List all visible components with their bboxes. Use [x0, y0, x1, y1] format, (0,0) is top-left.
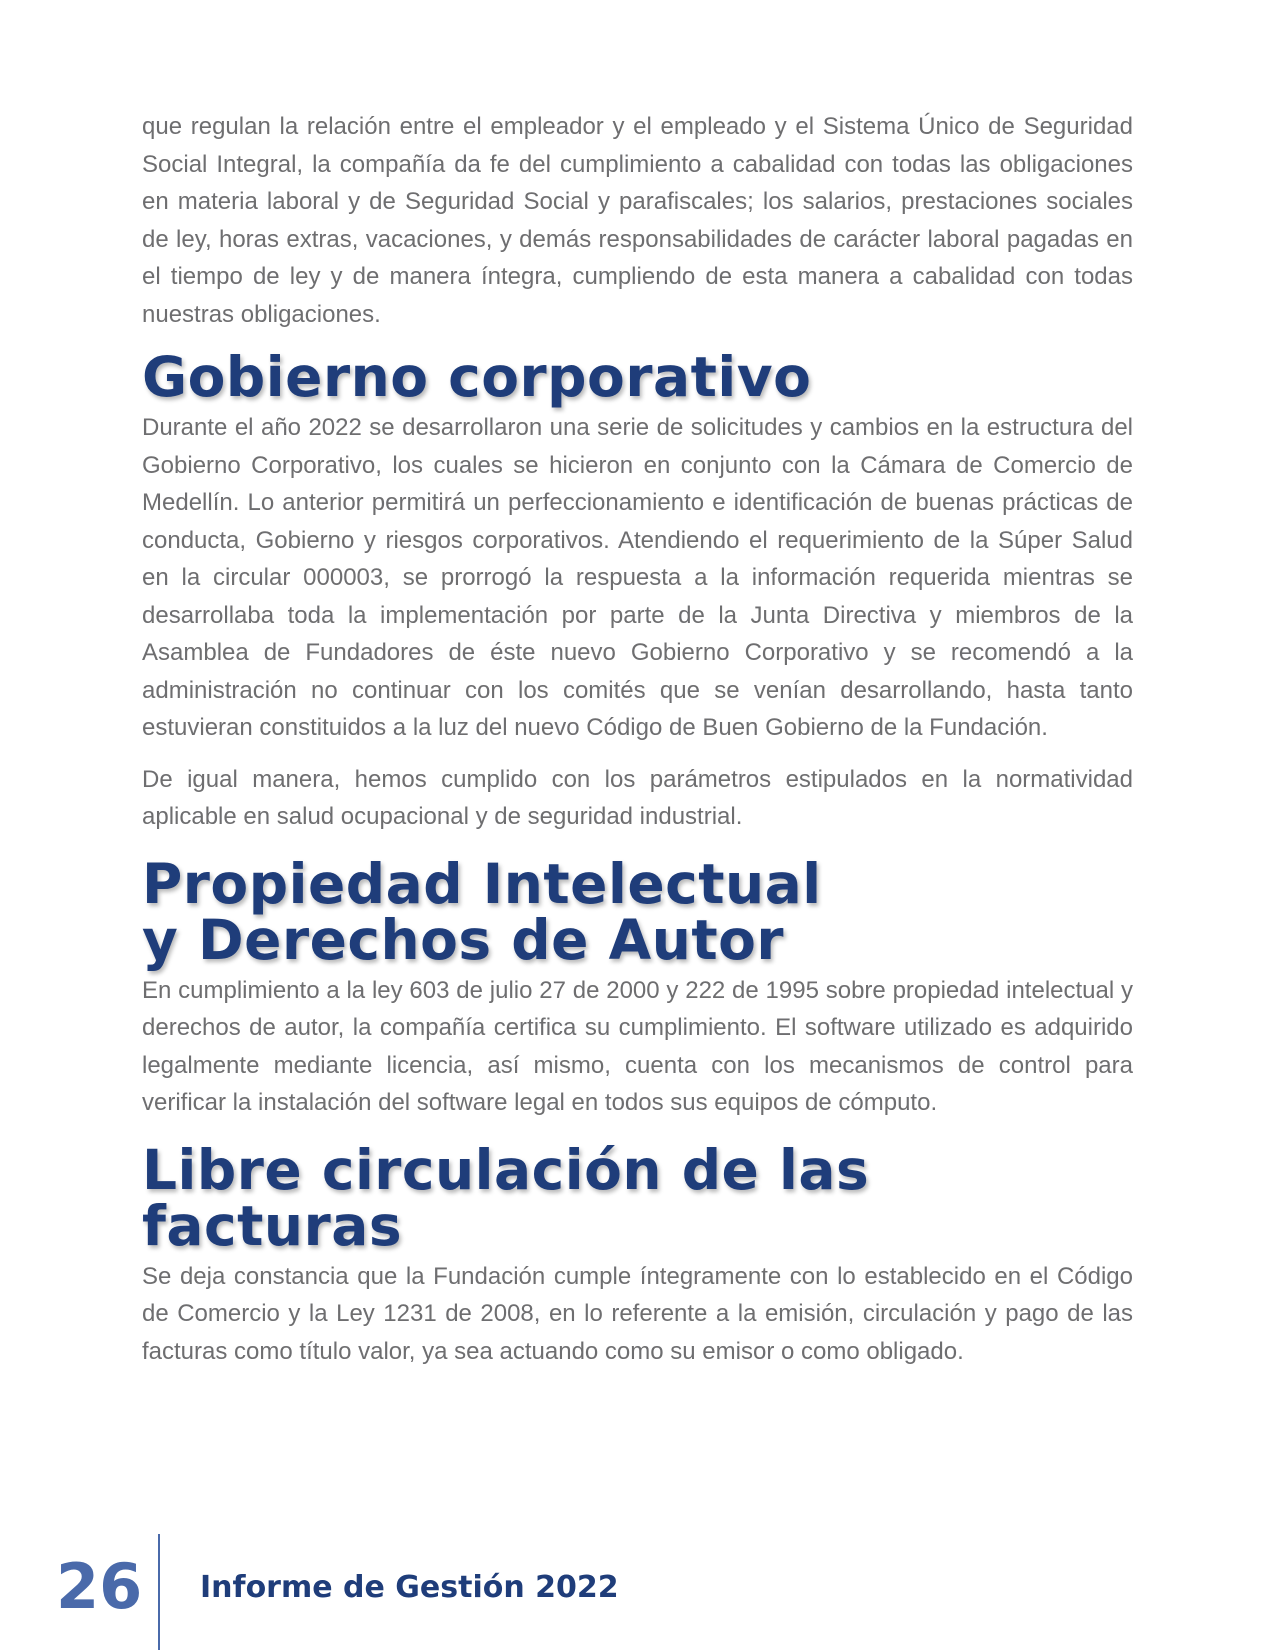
heading-gobierno-corporativo: Gobierno corporativo — [142, 345, 812, 409]
heading-propiedad-intelectual — [142, 851, 1133, 972]
gobierno-paragraph-1: Durante el año 2022 se desarrollaron una serie de solicitudes y cambios en la estructura del Gobierno Corporativo, los cuales se hicieron en conjunto con la Cámara de Comercio de Medellín. Lo anterior permitirá un perfeccionamiento e identificación de buenas prácticas de conducta, Gobierno y riesgos corporativos. Atendiendo el requerimiento de la Súper Salud en la circular 000003, se prorrogó la respuesta a la información requerida mientras se desarrollaba toda la implementación por parte de la Junta Directiva y miembros de la Asamblea de Fundadores de éste nuevo Gobierno Corporativo y se recomendó a la administración no continuar con los comités que se venían desarrollando, hasta tanto estuvieran constituidos a la luz del nuevo Código de Buen Gobierno de la Fundación. — [142, 414, 1133, 741]
heading-line: y Derechos de Autor — [142, 907, 785, 972]
footer-divider — [158, 1534, 160, 1650]
heading-line: Propiedad Intelectual — [142, 851, 822, 916]
propiedad-paragraph: En cumplimiento a la ley 603 de julio 27 de 2000 y 222 de 1995 sobre propiedad intelectual y derechos de autor, la compañía certifica su cumplimiento. El software utilizado es adquirido legalmente mediante licencia, así mismo, cuenta con los mecanismos de control para verificar la instalación del software legal en todos sus equipos de cómputo. — [142, 976, 1133, 1116]
intro-paragraph: que regulan la relación entre el empleador y el empleado y el Sistema Único de Seguridad Social Integral, la compañía da fe del cumplimiento a cabalidad con todas las obligaciones en materia laboral y de Seguridad Social y parafiscales; los salarios, prestaciones sociales de ley, horas extras, vacaciones, y demás responsabilidades de carácter laboral pagadas en el tiempo de ley y de manera íntegra, cumpliendo de esta manera a cabalidad con todas nuestras obligaciones. — [142, 113, 1133, 328]
document-page — [142, 108, 1133, 1384]
page-number: 26 — [56, 1550, 143, 1623]
libre-circulacion-paragraph: Se deja constancia que la Fundación cumple íntegramente con lo establecido en el Código de Comercio y la Ley 1231 de 2008, en lo referente a la emisión, circulación y pago de las facturas como título valor, ya sea actuando como su emisor o como obligado. — [142, 1262, 1133, 1365]
page-footer — [0, 1530, 1275, 1650]
gobierno-paragraph-2: De igual manera, hemos cumplido con los parámetros estipulados en la normatividad aplicable en salud ocupacional y de seguridad industrial. — [142, 765, 1133, 830]
footer-report-title: Informe de Gestión 2022 — [200, 1570, 619, 1605]
heading-libre-circulacion: Libre circulación de las facturas — [142, 1137, 870, 1258]
